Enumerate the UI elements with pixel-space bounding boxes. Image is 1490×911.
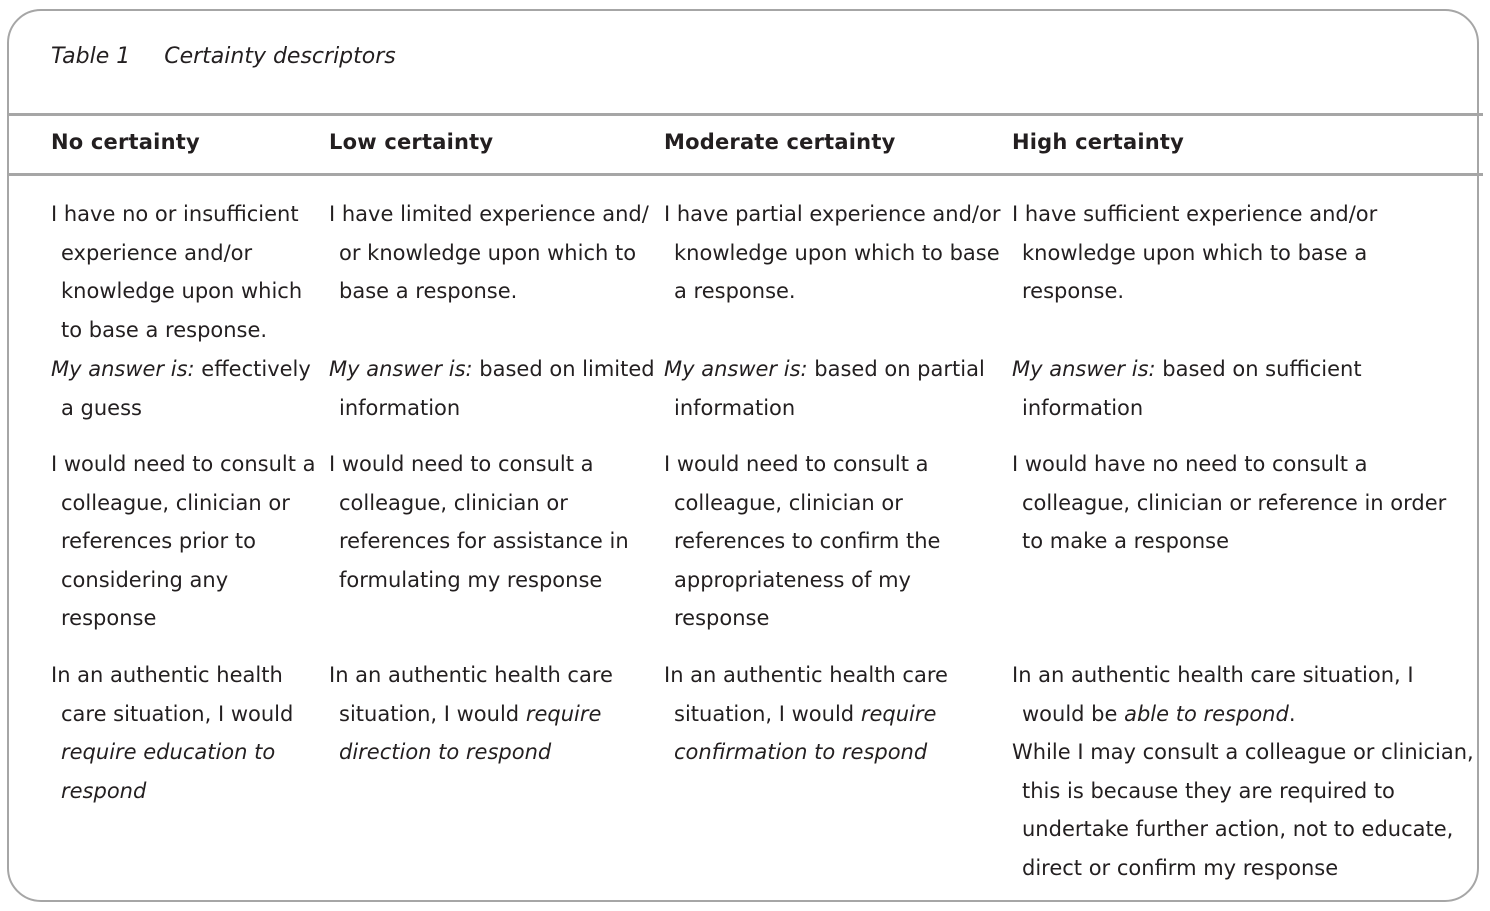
situation-emphasis: require direction to respond <box>339 701 602 765</box>
answer-rest: based on limited information <box>339 357 655 420</box>
cell-experience: I have sufficient experience and/or knowledge upon which to base a response. <box>1012 202 1378 304</box>
cell-experience: I have partial experience and/or knowledge upon which to base a response. <box>664 202 1001 304</box>
header-moderate-certainty: Moderate certainty <box>664 130 896 154</box>
cell-situation <box>51 656 323 810</box>
cell-note: While I may consult a colleague or clinician, this is because they are required to undertake further action, not to educate, direct or confirm my response <box>1012 740 1474 880</box>
situation-text: In an authentic health care situation, I would <box>664 663 948 726</box>
answer-rest: effectively a guess <box>61 357 311 420</box>
header-high-certainty: High certainty <box>1012 130 1184 154</box>
answer-rest: based on partial information <box>674 357 985 420</box>
answer-lead: My answer is: <box>1012 357 1156 381</box>
situation-emphasis: require confirmation to respond <box>674 701 937 765</box>
cell-answer <box>664 350 1010 427</box>
cell-answer <box>51 350 323 427</box>
cell-situation <box>329 656 659 772</box>
cell-consult: I would have no need to consult a colleague, clinician or reference in order to make a response <box>1012 452 1447 554</box>
situation-emphasis: able to respond <box>1124 701 1289 726</box>
situation-text: In an authentic health care situation, I would <box>51 663 294 726</box>
header-bottom-rule <box>7 173 1483 176</box>
header-top-rule <box>7 113 1483 116</box>
situation-after: . <box>1288 701 1296 726</box>
cell-experience: I have no or insufficient experience and/or knowledge upon which to base a response. <box>51 202 303 342</box>
answer-lead: My answer is: <box>51 357 195 381</box>
situation-emphasis: require education to respond <box>61 740 276 803</box>
cell-situation <box>664 656 964 772</box>
cell-answer <box>1012 350 1392 427</box>
answer-lead: My answer is: <box>664 357 808 381</box>
cell-consult: I would need to consult a colleague, clinician or references to confirm the appropriateness of my response <box>664 452 941 631</box>
answer-lead: My answer is: <box>329 357 473 381</box>
header-low-certainty: Low certainty <box>329 130 494 154</box>
situation-text: In an authentic health care situation, I would be <box>1012 663 1414 726</box>
cell-experience: I have limited experience and/ or knowledge upon which to base a response. <box>329 202 649 304</box>
table-caption <box>51 44 396 69</box>
cell-situation <box>1012 656 1432 733</box>
cell-consult: I would need to consult a colleague, clinician or references for assistance in formulating my response <box>329 452 629 592</box>
table-title: Certainty descriptors <box>164 44 396 69</box>
situation-text: In an authentic health care situation, I would <box>329 663 613 726</box>
cell-consult: I would need to consult a colleague, clinician or references prior to considering any response <box>51 452 316 631</box>
header-no-certainty: No certainty <box>51 130 200 154</box>
table-label: Table 1 <box>51 44 131 69</box>
cell-answer <box>329 350 659 427</box>
answer-rest: based on sufficient information <box>1022 357 1362 420</box>
